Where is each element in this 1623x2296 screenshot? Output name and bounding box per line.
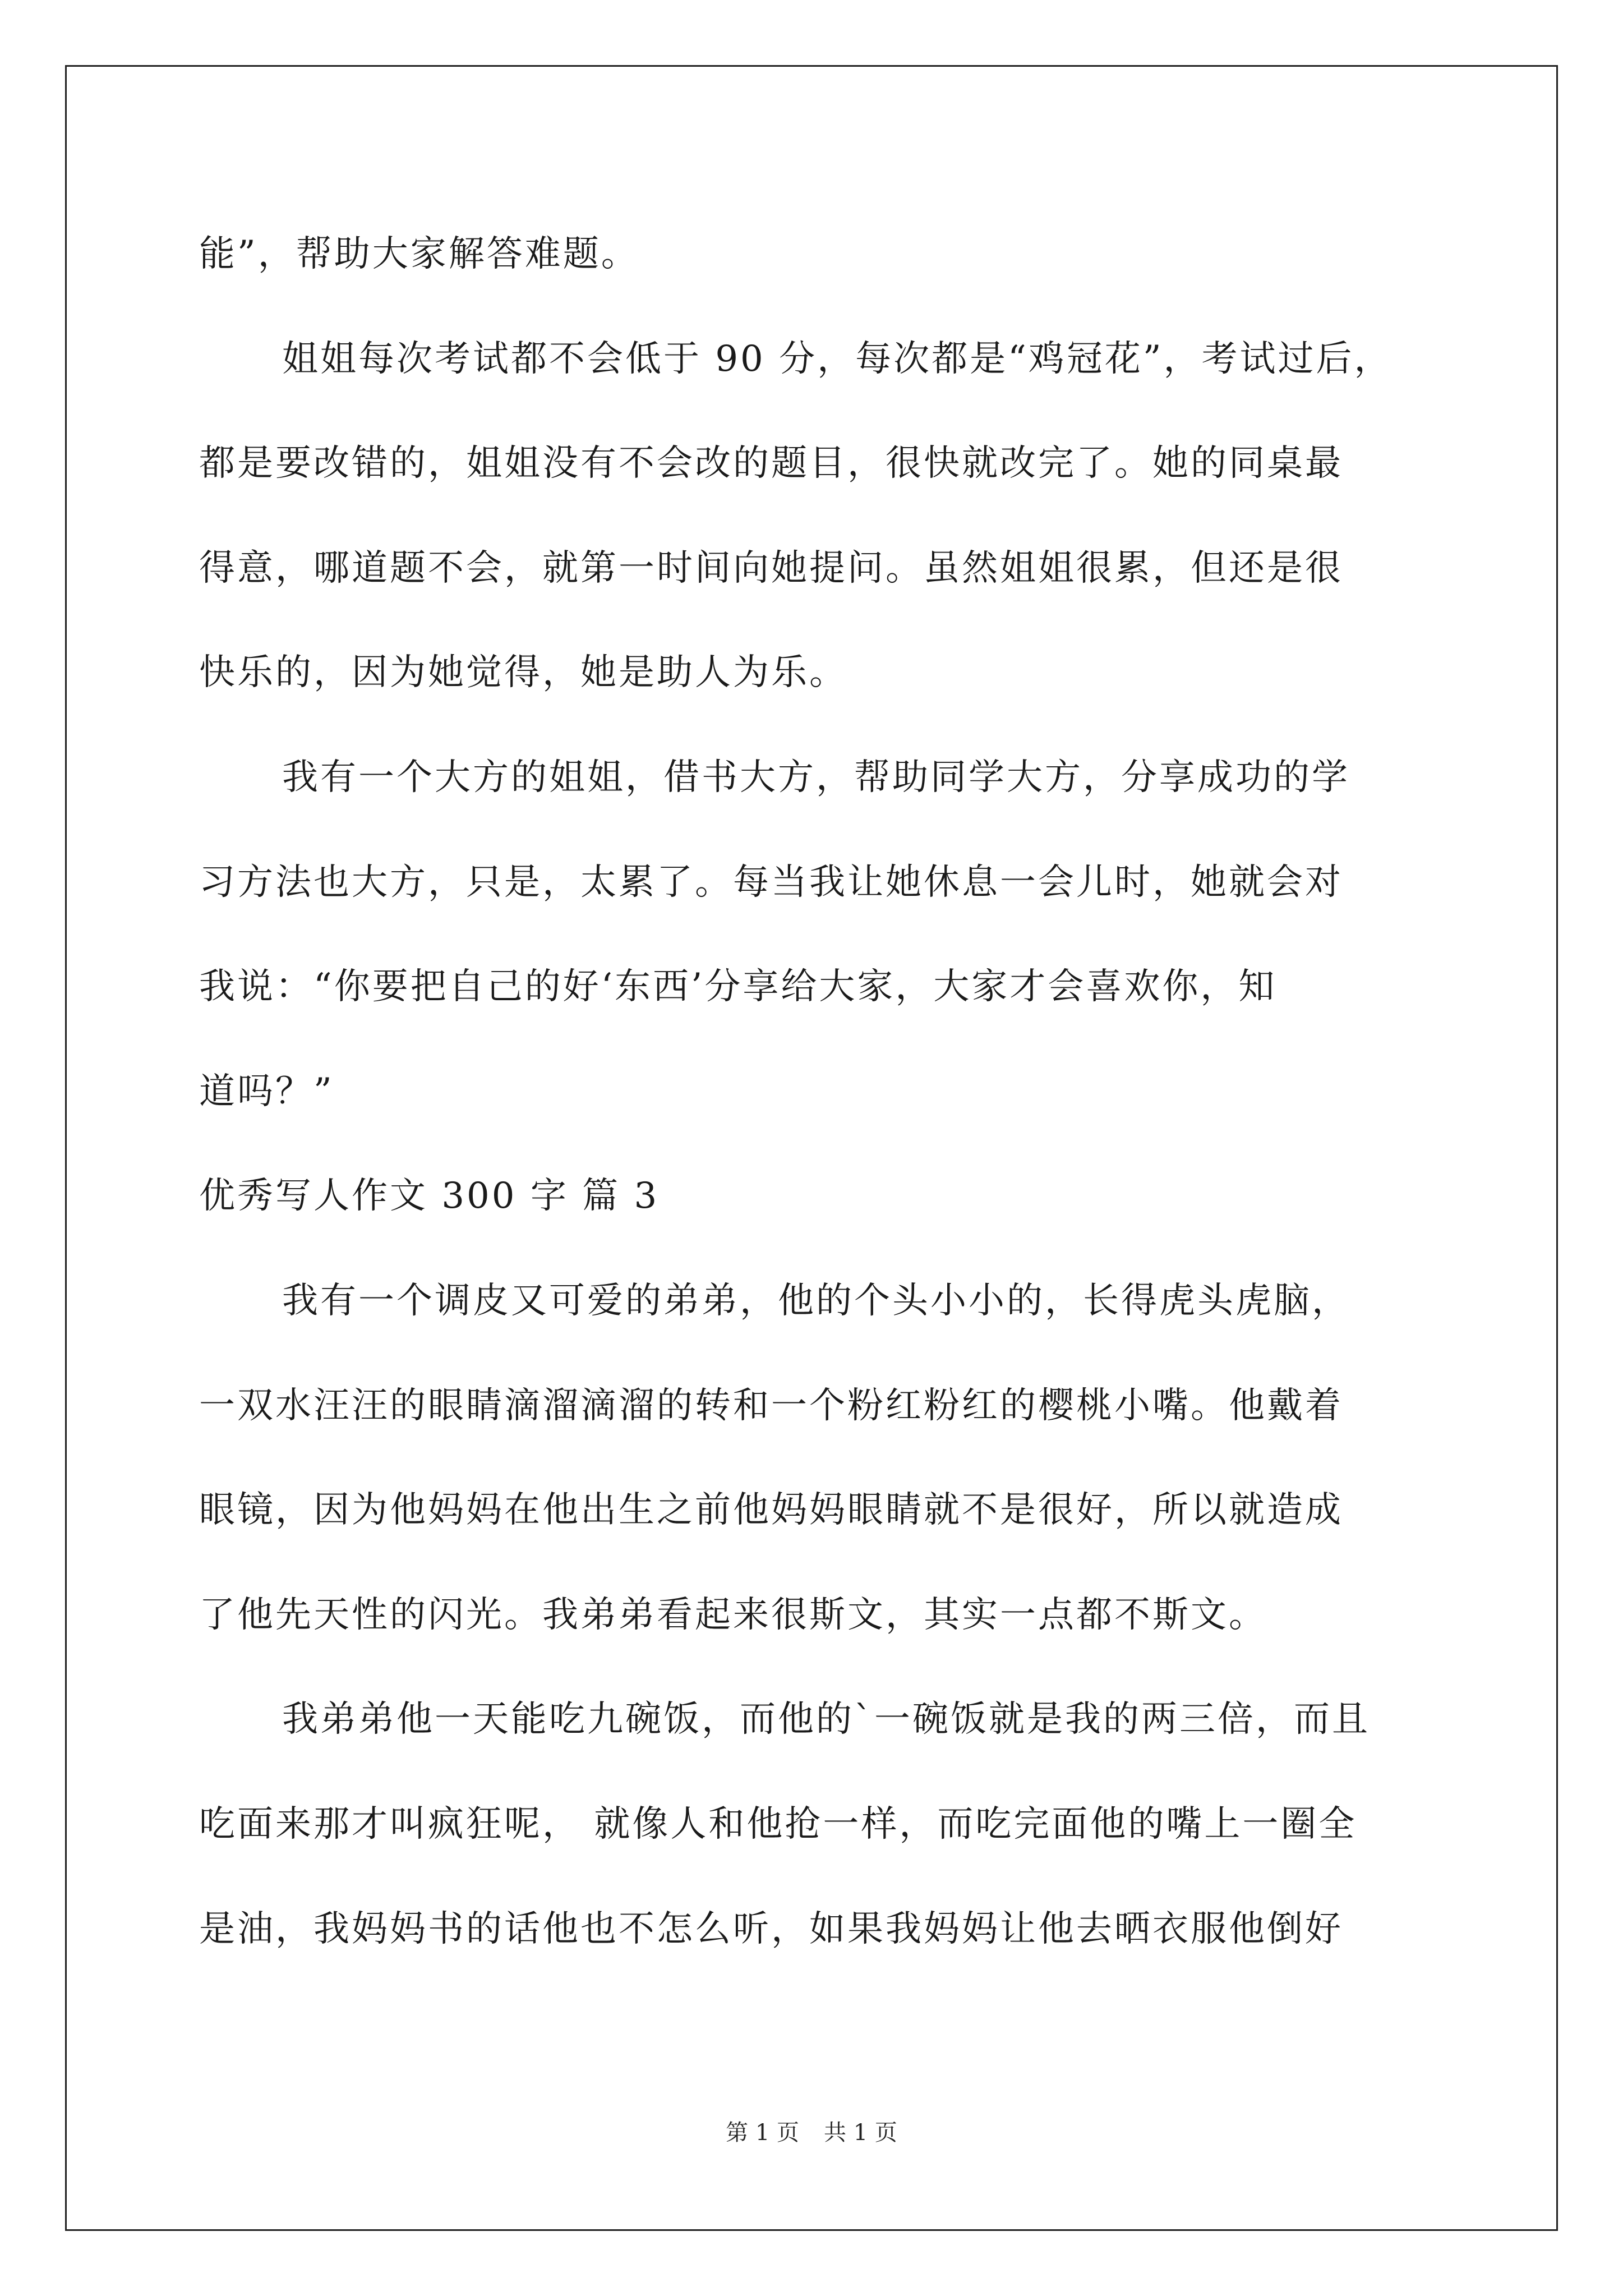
text-line: 了他先天性的闪光。我弟弟看起来很斯文，其实一点都不斯文。: [199, 1594, 1267, 1636]
text-line: 吃面来那才叫疯狂呢， 就像人和他抢一样，而吃完面他的嘴上一圈全: [199, 1803, 1357, 1845]
text-line: 都是要改错的，姐姐没有不会改的题目，很快就改完了。她的同桌最: [199, 443, 1343, 485]
text-line: 姐姐每次考试都不会低于 90 分，每次都是“鸡冠花”，考试过后，: [282, 338, 1393, 380]
text-line: 我说：“你要把自己的好‘东西’分享给大家，大家才会喜欢你，知: [199, 966, 1277, 1008]
text-line: 一双水汪汪的眼睛滴溜滴溜的转和一个粉红粉红的樱桃小嘴。他戴着: [199, 1384, 1343, 1427]
text-line: 我有一个调皮又可爱的弟弟，他的个头小小的，长得虎头虎脑，: [282, 1280, 1350, 1322]
page-number: 第 1 页: [726, 2120, 799, 2146]
text-line: 是油，我妈妈书的话他也不怎么听，如果我妈妈让他去晒衣服他倒好: [199, 1908, 1343, 1950]
text-line: 眼镜，因为他妈妈在他出生之前他妈妈眼睛就不是很好，所以就造成: [199, 1489, 1343, 1531]
document-body: [199, 202, 1433, 1981]
text-line: 习方法也大方，只是，太累了。每当我让她休息一会儿时，她就会对: [199, 861, 1343, 903]
text-line: 快乐的，因为她觉得，她是助人为乐。: [199, 652, 847, 694]
page-footer: [0, 2116, 1623, 2150]
text-line: 能”，帮助大家解答难题。: [199, 233, 639, 275]
text-line: 道吗？”: [199, 1070, 334, 1112]
text-line: 优秀写人作文 300 字 篇 3: [199, 1175, 660, 1217]
text-line: 得意，哪道题不会，就第一时间向她提问。虽然姐姐很累，但还是很: [199, 547, 1343, 589]
total-pages: 共 1 页: [824, 2120, 897, 2146]
text-line: 我有一个大方的姐姐，借书大方，帮助同学大方，分享成功的学: [282, 756, 1350, 798]
text-line: 我弟弟他一天能吃九碗饭，而他的`一碗饭就是我的两三倍，而且: [282, 1699, 1370, 1741]
